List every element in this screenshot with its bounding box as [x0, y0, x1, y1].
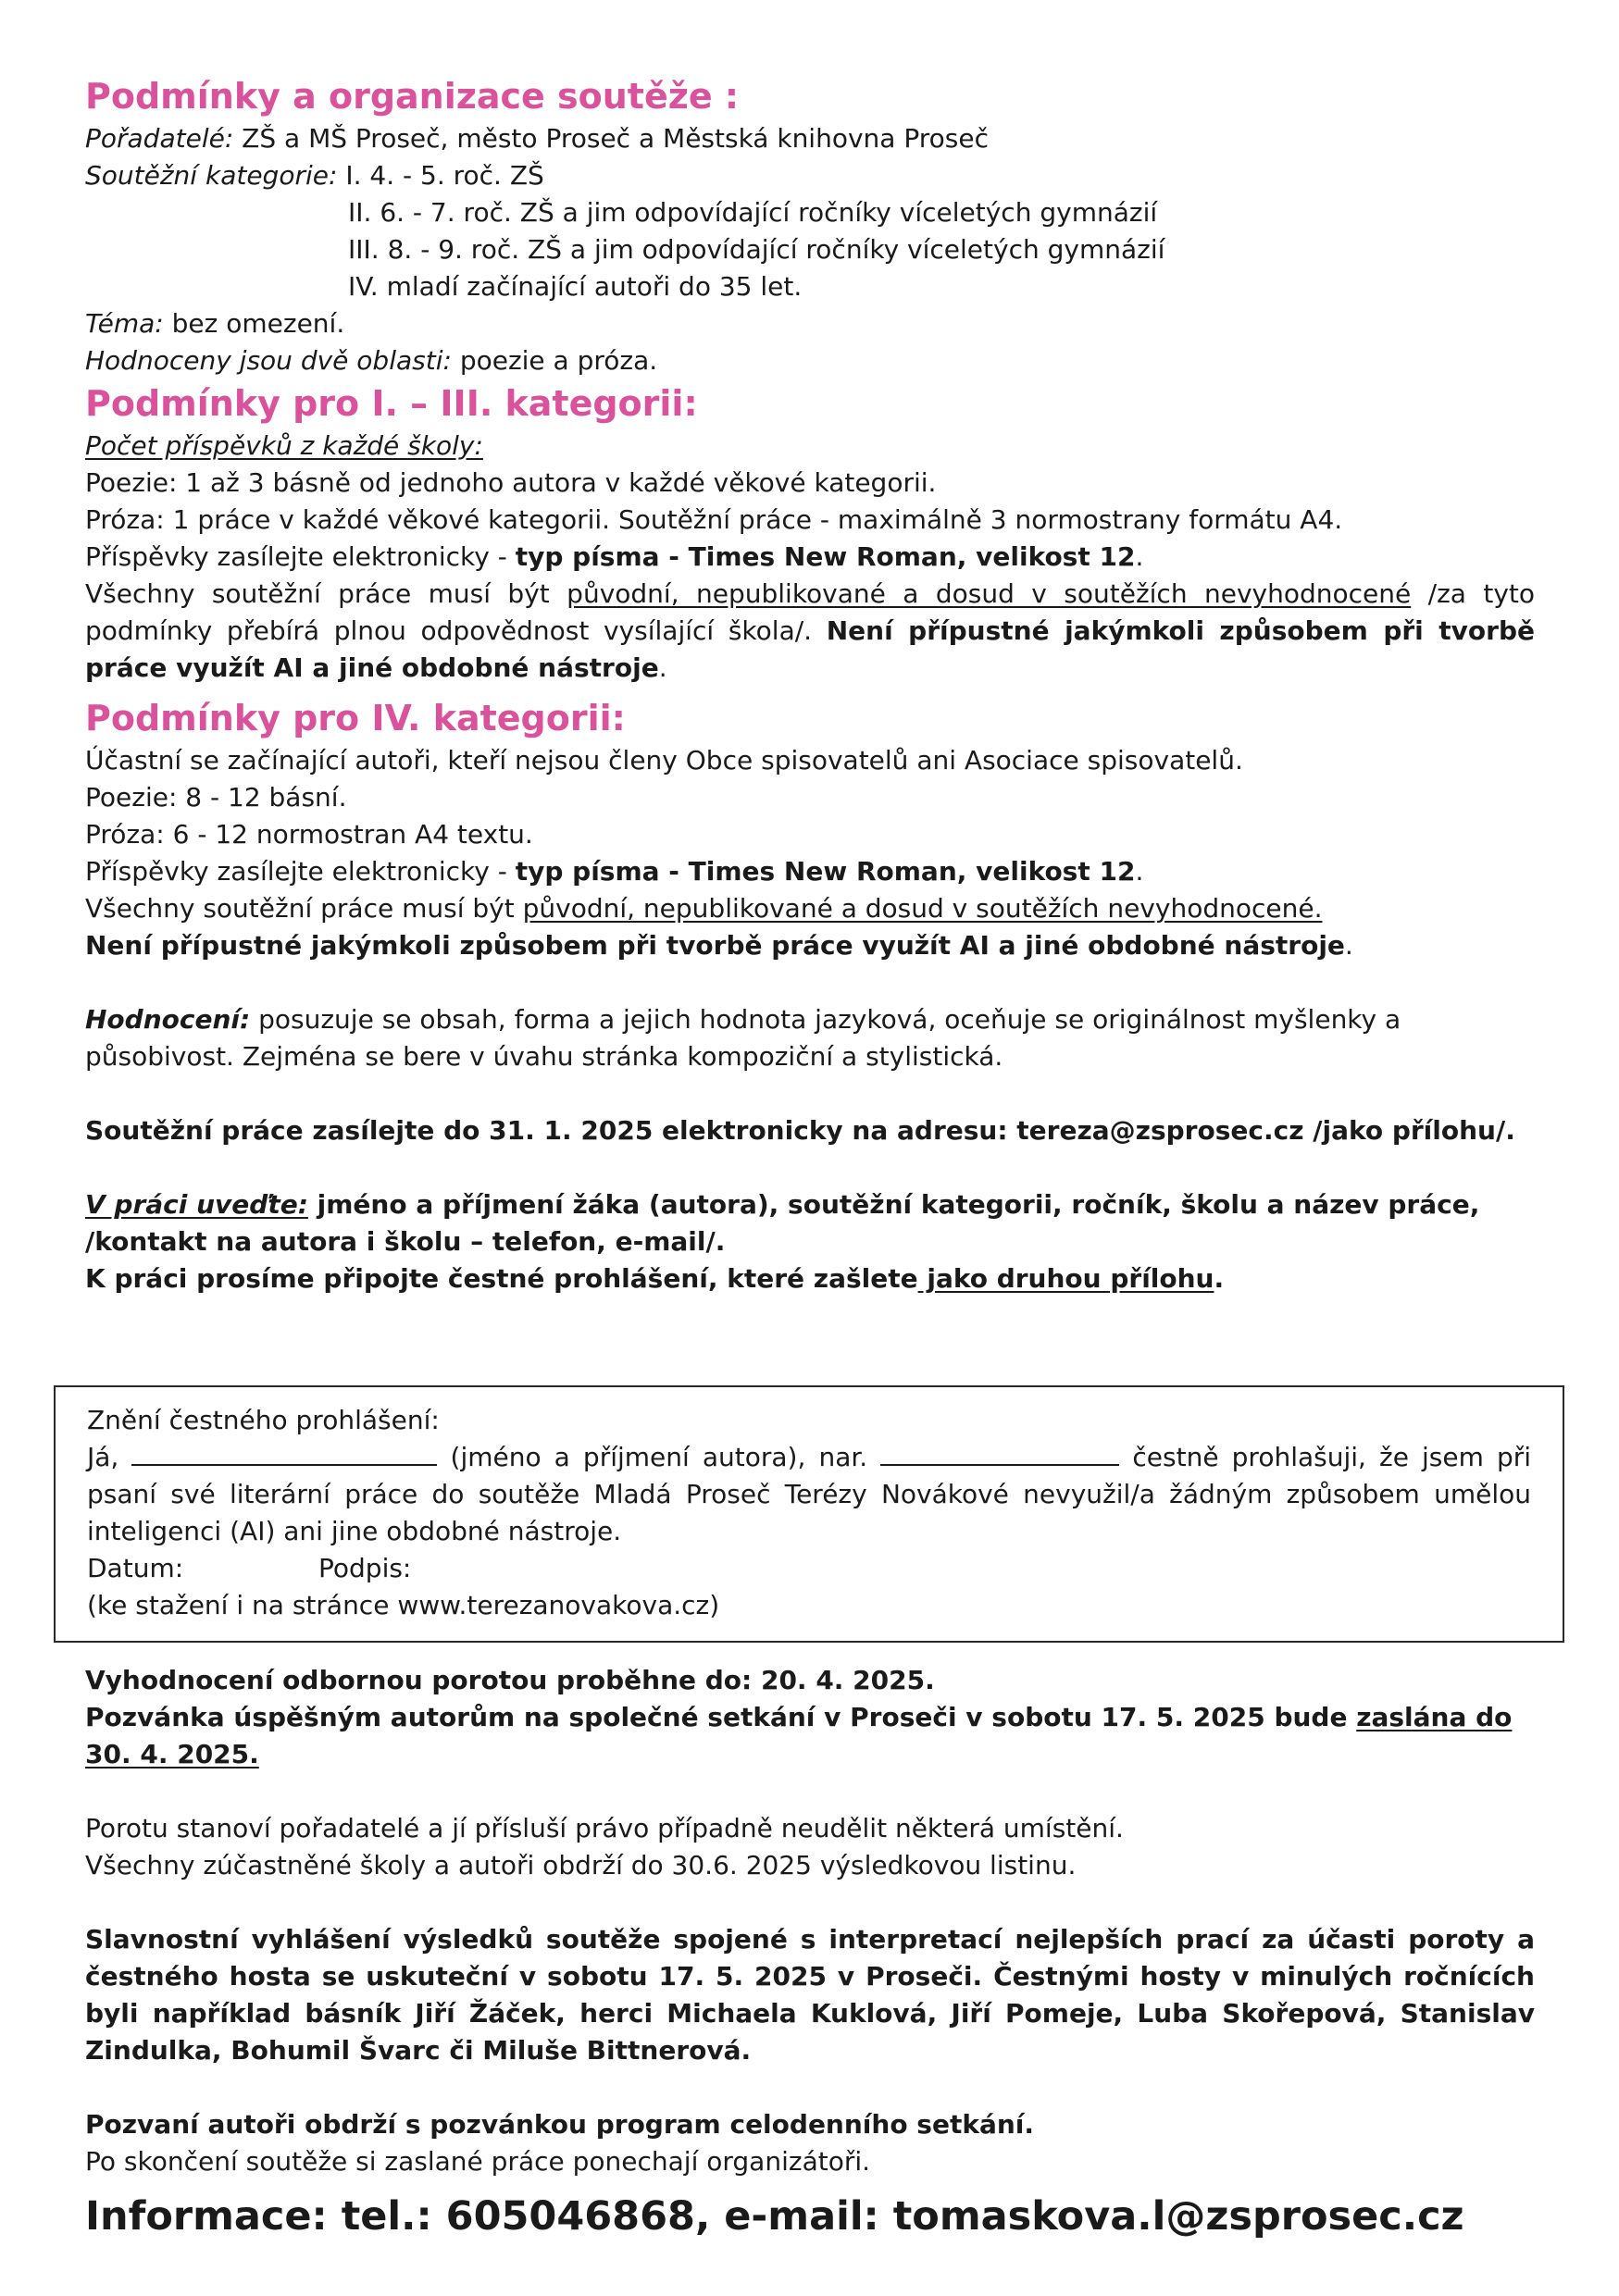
category-1: I. 4. - 5. roč. ZŠ [337, 160, 544, 191]
document-body [85, 72, 1535, 1297]
poetry-rule-4: Poezie: 8 - 12 básní. [85, 782, 347, 813]
theme-label: Téma: [85, 308, 164, 339]
attach-line [85, 1260, 1535, 1297]
invite-underline: zaslána do 30. 4. 2025. [85, 1702, 1513, 1769]
theme-line [85, 305, 1535, 342]
participants-rule: Účastní se začínající autoři, kteří nejsou členy Obce spisovatelů ani Asociace spisovatelů. [85, 745, 1243, 776]
category-3: III. 8. - 9. roč. ZŠ a jim odpovídající ročníky víceletých gymnázií [348, 234, 1165, 265]
category-2: II. 6. - 7. roč. ZŠ a jim odpovídající ročníky víceletých gymnázií [348, 197, 1158, 228]
date-signature-line [87, 1550, 1531, 1587]
organizers-text: ZŠ a MŠ Proseč, město Proseč a Městská knihovna Proseč [233, 123, 989, 154]
all-mid: /za tyto podmínky přebírá plnou odpovědnost vysílající škola/. [85, 578, 1535, 646]
originality-rule-1-3 [85, 576, 1535, 687]
theme-text: bez omezení. [163, 308, 345, 339]
evaluation-text: posuzuje se obsah, forma a jejich hodnota jazyková, oceňuje se originálnost myšlenky a působivost. Zejména se bere v úvahu stránka kompoziční a stylistická. [85, 1004, 1401, 1072]
program-line: Pozvaní autoři obdrží s pozvánkou program celodenního setkání. [85, 2109, 1035, 2140]
ai-ban: Není přípustné jakýmkoli způsobem při tvorbě práce využít AI a jiné obdobné nástroje [85, 615, 1535, 683]
send-rule-1-3 [85, 539, 1535, 576]
declaration-name-hint: (jméno a příjmení autora), nar. [450, 1442, 868, 1472]
declaration-title: Znění čestného prohlášení: [87, 1405, 440, 1435]
download-note: (ke stažení i na stránce www.terezanovakova.cz) [87, 1590, 720, 1620]
birth-date-blank[interactable] [880, 1440, 1119, 1466]
declaration-ja: Já, [87, 1442, 119, 1472]
deadline-bold: Soutěžní práce zasílejte do 31. 1. 2025 elektronicky na adresu: tereza@zsprosec.cz [85, 1115, 1304, 1146]
date-label: Datum: [87, 1553, 184, 1583]
declaration-box [54, 1385, 1564, 1643]
state-paragraph [85, 1186, 1535, 1260]
ceremony-paragraph: Slavnostní vyhlášení výsledků soutěže spojené s interpretací nejlepších prací za účasti poroty a čestného hosta se uskuteční v sobotu 17. 5. 2025 v Proseči. Čestnými hosty v minulých ročnících byli například básník Jiří Žáček, herci Michaela Kuklová, Jiří Pomeje, Luba Skořepová, Stanislav Zindulka, Bohumil Švarc či Miluše Bittnerová. [85, 1924, 1535, 2066]
works-line: Po skončení soutěže si zaslané práce ponechají organizátoři. [85, 2146, 871, 2177]
jury-rule-2: Všechny zúčastněné školy a autoři obdrží do 30.6. 2025 výsledkovou listinu. [85, 1850, 1077, 1880]
send-prefix-4: Příspěvky zasílejte elektronicky - [85, 856, 516, 887]
all-underline: původní, nepublikované a dosud v soutěžích nevyhodnocené [567, 578, 1412, 609]
areas-line [85, 342, 1535, 379]
evaluation-paragraph [85, 1001, 1535, 1075]
categories-line [85, 157, 1535, 194]
ai-ban-4: Není přípustné jakýmkoli způsobem při tvorbě práce využít AI a jiné obdobné nástroje [85, 930, 1345, 961]
originality-rule-4 [85, 890, 1535, 927]
count-label: Počet příspěvků z každé školy: [85, 430, 483, 461]
send-suffix: . [1135, 541, 1144, 572]
jury-deadline: Vyhodnocení odbornou porotou proběhne do: 20. 4. 2025. [85, 1665, 935, 1695]
send-suffix-4: . [1135, 856, 1144, 887]
font-requirement-4: typ písma - Times New Roman, velikost 12 [515, 856, 1136, 887]
all-prefix: Všechny soutěžní práce musí být [85, 578, 567, 609]
jury-rule-1: Porotu stanoví pořadatelé a jí přísluší právo případně neudělit některá umístění. [85, 1813, 1124, 1843]
ai-end-4: . [1344, 930, 1353, 961]
send-rule-4 [85, 853, 1535, 890]
all-underline-4: původní, nepublikované a dosud v soutěžích nevyhodnocené. [522, 893, 1323, 924]
section-heading-conditions: Podmínky a organizace soutěže : [85, 76, 740, 117]
declaration-body: čestně prohlašuji, že jsem při psaní své literární práce do soutěže Mladá Proseč Terézy Novákové nevyužil/a žádným způsobem umělou inteligenci (AI) ani jine obdobné nástroje. [87, 1442, 1532, 1546]
font-requirement: typ písma - Times New Roman, velikost 12 [515, 541, 1136, 572]
all-prefix-4: Všechny soutěžní práce musí být [85, 893, 523, 924]
categories-label: Soutěžní kategorie: [85, 160, 338, 191]
state-label: V práci uveďte: [85, 1189, 308, 1220]
deadline-rest: /jako přílohu/. [1303, 1115, 1515, 1146]
deadline-line [85, 1112, 1535, 1149]
organizers-label: Pořadatelé: [85, 123, 234, 154]
ai-ban-line-4 [85, 927, 1535, 964]
organizers-line [85, 120, 1535, 157]
declaration-text [87, 1439, 1531, 1550]
all-end: . [658, 652, 667, 683]
name-blank[interactable] [131, 1440, 437, 1466]
section-heading-cat-1-3: Podmínky pro I. – III. kategorii: [85, 383, 698, 424]
attach-prefix: K práci prosíme připojte čestné prohlášení, které zašlete [85, 1263, 918, 1294]
attach-underline: jako druhou přílohu [917, 1263, 1214, 1294]
send-prefix: Příspěvky zasílejte elektronicky - [85, 541, 516, 572]
section-heading-cat-4: Podmínky pro IV. kategorii: [85, 698, 626, 738]
areas-label: Hodnoceny jsou dvě oblasti: [85, 345, 452, 376]
invite-prefix: Pozvánka úspěšným autorům na společné setkání v Proseči v sobotu 17. 5. 2025 bude [85, 1702, 1357, 1732]
attach-end: . [1214, 1263, 1225, 1294]
lower-section [85, 1662, 1535, 2283]
evaluation-label: Hodnocení: [85, 1004, 251, 1035]
prose-rule-1-3: Próza: 1 práce v každé věkové kategorii. Soutěžní práce - maximálně 3 normostrany formátu A4. [85, 504, 1343, 535]
areas-text: poezie a próza. [451, 345, 658, 376]
signature-label: Podpis: [318, 1553, 412, 1583]
poetry-rule-1-3: Poezie: 1 až 3 básně od jednoho autora v každé věkové kategorii. [85, 467, 937, 498]
contact-info: Informace: tel.: 605046868, e-mail: tomaskova.l@zsprosec.cz [85, 2193, 1464, 2240]
invitation-line [85, 1699, 1535, 1773]
prose-rule-4: Próza: 6 - 12 normostran A4 textu. [85, 819, 533, 850]
state-text: jméno a příjmení žáka (autora), soutěžní kategorii, ročník, školu a název práce, /kontakt na autora i školu – telefon, e-mail/. [85, 1189, 1480, 1257]
category-4: IV. mladí začínající autoři do 35 let. [348, 271, 803, 302]
